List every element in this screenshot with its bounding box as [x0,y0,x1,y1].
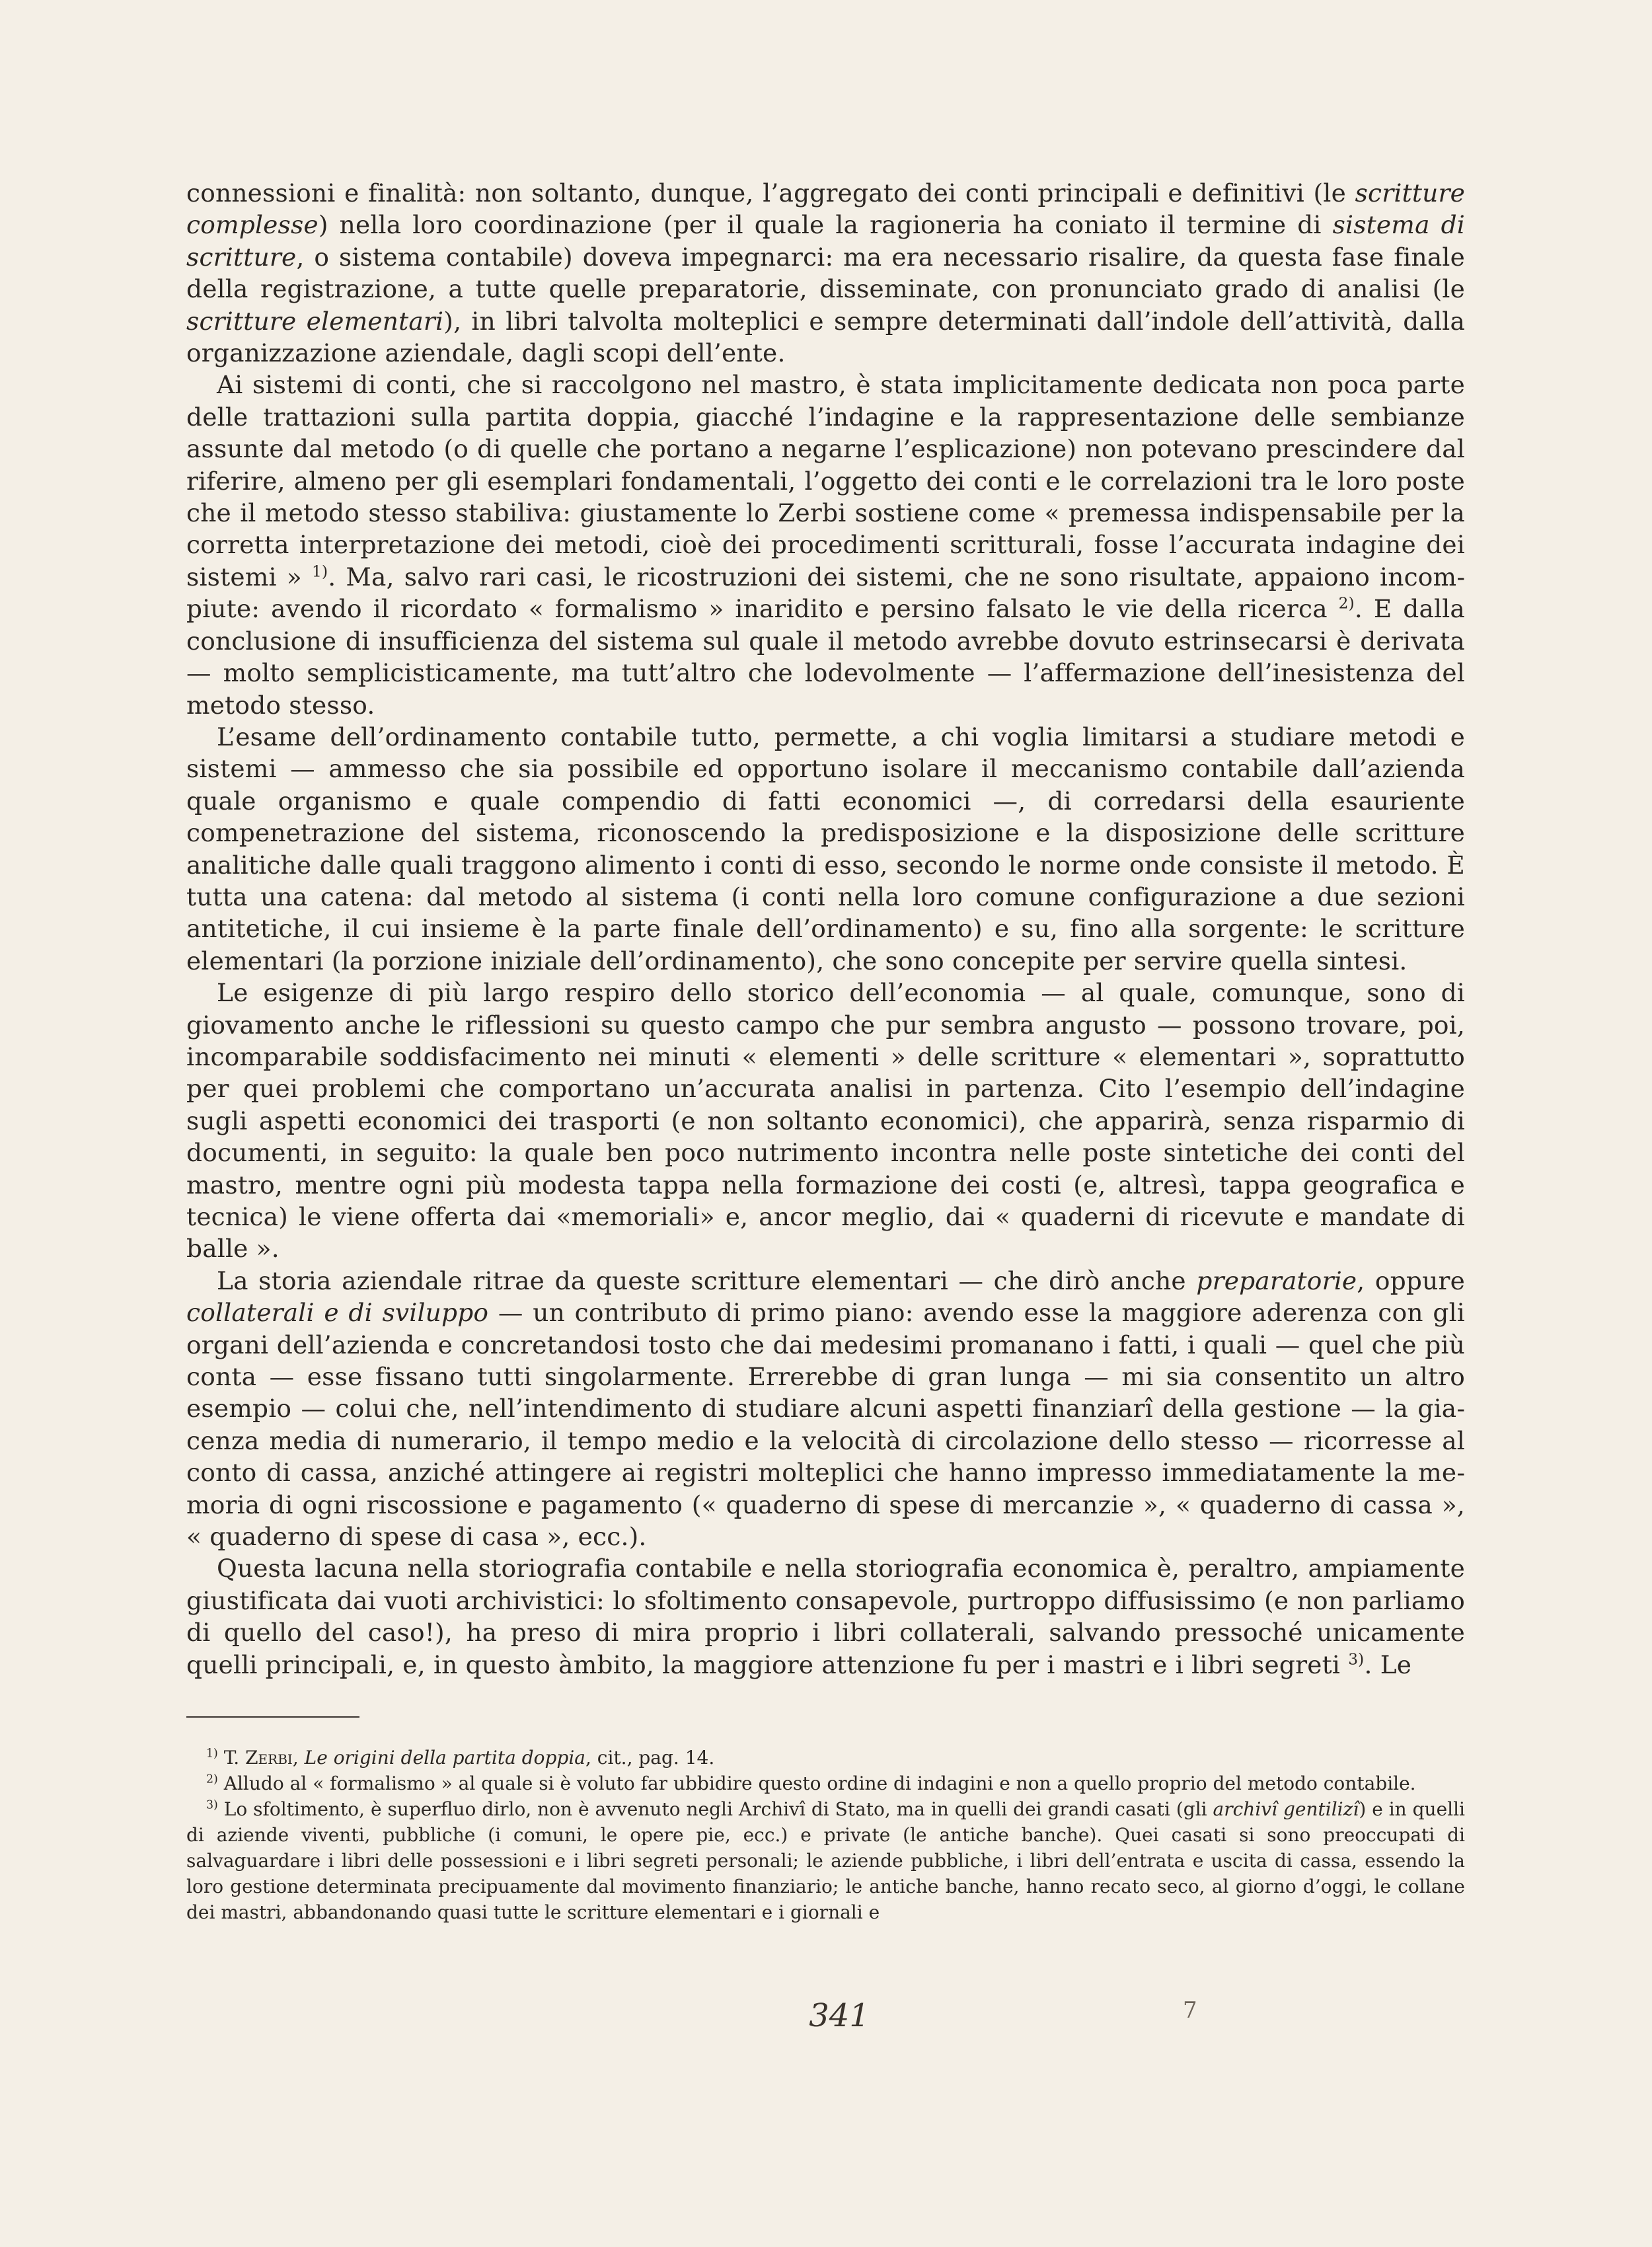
text-run: Ai sistemi di conti, che si raccolgono nel mastro, è stata implicitamente dedicata non poca parte delle trattazioni sulla partita doppia, giacché l’indagine e la rappresentazione delle sembianze assunte dal metodo (o di quelle che portano a negarne l’esplicazione) non potevano prescindere dal riferire, almeno per gli esemplari fondamentali, l’oggetto dei conti e le correlazioni tra le loro poste che il metodo stesso stabiliva: giustamente lo Zerbi sostiene come « premessa indispensabile per la corretta interpretazione dei metodi, cioè dei procedimenti scritturali, fosse l’accurata indagine dei sistemi » [186,370,1465,591]
italic-text: collaterali e di sviluppo [186,1298,489,1328]
footnote-ref: 3) [1348,1650,1365,1669]
italic-text: sistema di scritture [186,210,1465,272]
footnotes [186,1745,1465,1925]
paragraph [186,977,1465,1265]
text-run: , o sistema contabile) doveva impegnarci: ma era necessario risalire, da questa fase finale della registrazione, a tutte quelle preparatorie, disseminate, con pronunciato grado di analisi (le [186,242,1465,304]
text-run: ), in libri talvolta molteplici e sempre determinati dall’indole dell’attività, dalla organizzazione aziendale, dagli scopi dell’ente. [186,306,1466,368]
body-text [186,177,1465,1681]
paragraph [186,1265,1465,1553]
footnote [186,1796,1465,1925]
footnote [186,1771,1465,1796]
corner-mark: 7 [1183,1997,1197,2024]
page-number: 341 [809,1997,870,2034]
text-run: , [292,1747,305,1769]
text-run: Alludo al « formalismo » al quale si è voluto far ubbidire questo ordine di indagini e non a quello proprio del metodo contabile. [217,1772,1416,1794]
text-run: . Ma, salvo rari casi, le ricostruzioni dei sistemi, che ne sono risultate, appaiono incompiute: avendo il ricordato « formalismo » inaridito e persino falsato le vie della ricerca [186,562,1465,624]
text-run: , cit., pag. 14. [585,1747,715,1769]
text-run: connessioni e finalità: non soltanto, dunque, l’aggregato dei conti principali e definitivi (le [186,178,1355,208]
text-run: , oppure [1357,1266,1465,1295]
paragraph [186,369,1465,720]
text-run: ) e in quelli di aziende viventi, pubbliche (i comuni, le opere pie, ecc.) e private (le antiche banche). Quei casati si sono preoccupati di salvaguardare i libri delle possessioni e i libri segreti personali; le aziende pubbliche, i libri dell’entrata e uscita di cassa, essendo la loro gestione determinata precipuamente dal movimento finanziario; le antiche banche, hanno recato seco, al giorno d’oggi, le collane dei mastri, abbandonando quasi tutte le scritture elementari e i giornali e [186,1798,1466,1923]
footnote-ref: 1) [311,562,328,581]
footnote-ref: 2) [206,1772,218,1786]
paragraph [186,721,1465,977]
text-run: . E dalla conclusione di insufficienza del sistema sul quale il metodo avrebbe dovuto estrinsecarsi è derivata — molto semplicisticamente, ma tutt’altro che lodevolmente — l’affermazione dell’inesistenza del metodo stesso. [186,594,1465,720]
text-run: La storia aziendale ritrae da queste scritture elementari — che dirò anche [217,1266,1197,1295]
footnote-ref: 2) [1338,594,1355,613]
text-run: Questa lacuna nella storiografia contabile e nella storiografia economica è, peraltro, ampiamente giustificata dai vuoti archivistici: lo sfoltimento consapevole, purtroppo diffusissimo (e non parliamo di quello del caso!), ha preso di mira proprio i libri collaterali, salvando pressoché unicamente quelli principali, e, in questo àmbito, la maggiore attenzione fu per i mastri e i libri segreti [186,1554,1465,1679]
text-run: L’esame dell’ordinamento contabile tutto, permette, a chi voglia limitarsi a studiare metodi e sistemi — ammesso che sia possibile ed opportuno isolare il meccanismo contabile dall’azienda quale organismo e quale compendio di fatti economici —, di corredarsi della esauriente compenetrazione del sistema, riconoscendo la predisposizione e la disposizione delle scritture analitiche dalle quali traggono alimento i conti di esso, secondo le norme onde consiste il metodo. È tutta una catena: dal metodo al sistema (i conti nella loro comune configurazione a due sezioni antitetiche, il cui insieme è la parte finale dell’ordinamento) e su, fino alla sorgente: le scritture elementari (la porzione iniziale dell’ordinamento), che sono concepite per servire quella sintesi. [186,722,1465,975]
italic-text: Le origini della partita doppia [304,1747,585,1769]
text-run: T. [217,1747,246,1769]
italic-text: archivî gentilizî [1213,1798,1359,1820]
text-run: Le esigenze di più largo respiro dello storico dell’economia — al quale, comunque, sono di giovamento anche le riflessioni su questo campo che pur sembra angusto — possono trovare, poi, incomparabile soddisfacimento nei minuti « elementi » delle scritture « elementari », soprattutto per quei problemi che comportano un’accurata analisi in partenza. Cito l’esempio dell’indagine sugli aspetti economici dei trasporti (e non soltanto economici), che apparirà, senza risparmio di documenti, in seguito: la quale ben poco nutrimento incontra nelle poste sintetiche dei conti del mastro, mentre ogni più modesta tappa nella formazione dei costi (e, altresì, tappa geografica e tecnica) le viene offerta dai «memoriali» e, ancor meglio, dai « quaderni di ricevute e mandate di balle ». [186,978,1465,1264]
footnote-ref: 1) [206,1747,218,1761]
paragraph [186,1552,1465,1681]
text-run: Lo sfoltimento, è superfluo dirlo, non è avvenuto negli Archivî di Stato, ma in quelli dei grandi casati (gli [217,1798,1213,1820]
footnote-separator [186,1716,359,1718]
text-run: . Le [1364,1650,1412,1679]
text-run: Zerbi [245,1747,293,1769]
text-run: ) nella loro coordinazione (per il quale la ragioneria ha coniato il termine di [318,210,1333,240]
italic-text: scritture elementari [186,306,444,336]
italic-text: preparatorie [1196,1266,1357,1295]
paragraph [186,177,1465,369]
footnote-ref: 3) [206,1798,218,1812]
text-run: — un contributo di primo piano: avendo esse la maggiore aderenza con gli organi dell’azienda e concretandosi tosto che dai medesimi promanano i fatti, i quali — quel che più conta — esse fissano tutti singolarmente. Errerebbe di gran lunga — mi sia consentito un altro esempio — colui che, nell’intendimento di studiare alcuni aspetti finanziarî della gestione — la giacenza media di numerario, il tempo medio e la velocità di circolazione dello stesso — ricorresse al conto di cassa, anziché attingere ai registri molteplici che hanno impresso immediatamente la memoria di ogni riscossione e pagamento (« quaderno di spese di mercanzie », « quaderno di cassa », « quaderno di spese di casa », ecc.). [186,1298,1466,1552]
italic-text: scritture complesse [186,178,1465,240]
footnote [186,1745,1465,1771]
